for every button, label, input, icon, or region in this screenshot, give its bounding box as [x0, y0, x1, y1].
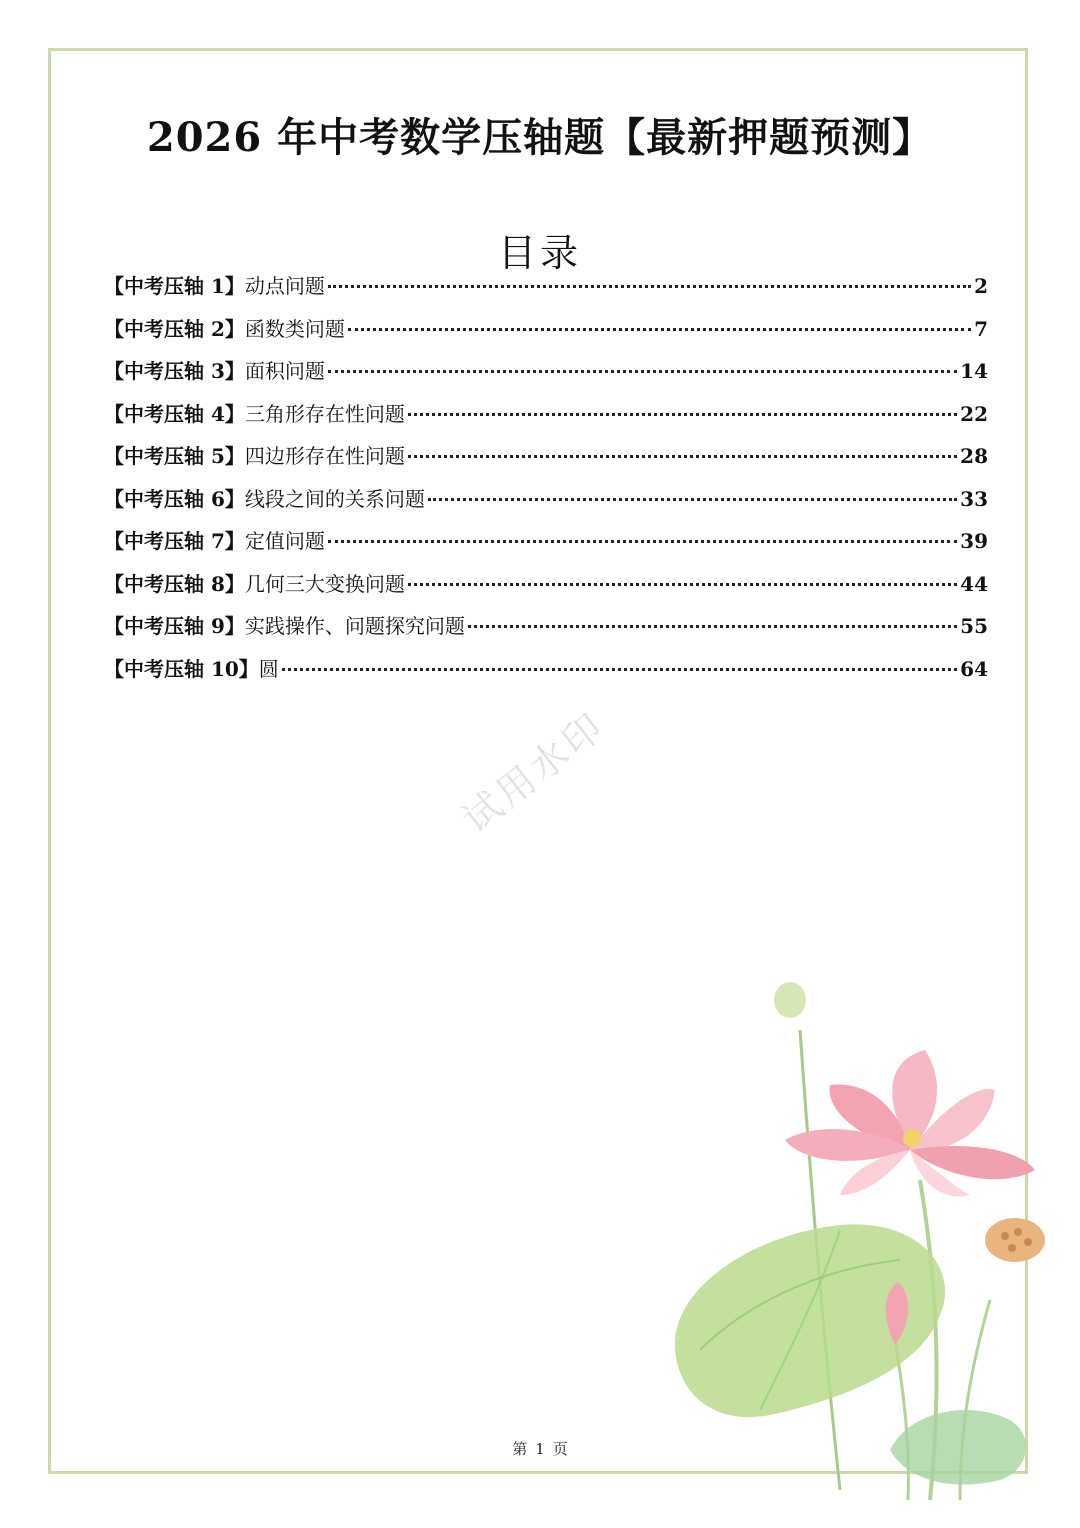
- toc-leader-dots: [328, 370, 957, 373]
- page-footer: [0, 1438, 1080, 1459]
- toc-page-number: 64: [960, 656, 988, 681]
- toc-entry-label: 【中考压轴 6】线段之间的关系问题: [104, 486, 425, 511]
- toc-entry-label: 【中考压轴 10】圆: [104, 656, 279, 681]
- document-title: 2026 年中考数学压轴题【最新押题预测】: [146, 114, 934, 161]
- toc-leader-dots: [282, 668, 957, 671]
- toc-entry-label: 【中考压轴 8】几何三大变换问题: [104, 571, 405, 596]
- toc-leader-dots: [328, 540, 957, 543]
- toc-leader-dots: [408, 583, 957, 586]
- toc-entry-1[interactable]: [104, 270, 988, 313]
- toc-page-number: 2: [974, 274, 988, 298]
- toc-page-number: 44: [960, 571, 988, 596]
- toc-entry-9[interactable]: [104, 610, 988, 653]
- toc-leader-dots: [468, 625, 957, 628]
- toc-page-number: 14: [960, 359, 988, 383]
- toc-page-number: 28: [960, 444, 988, 468]
- toc-entry-label: 【中考压轴 4】三角形存在性问题: [104, 401, 405, 426]
- lotus-flower-icon: [785, 1050, 1035, 1197]
- table-of-contents: [104, 270, 988, 695]
- toc-page-number: 33: [960, 486, 988, 511]
- toc-leader-dots: [408, 413, 957, 416]
- watermark: 试用水印: [454, 703, 614, 842]
- toc-leader-dots: [428, 498, 957, 501]
- toc-leader-dots: [348, 328, 971, 331]
- toc-entry-5[interactable]: [104, 440, 988, 483]
- footer-suffix: 页: [552, 1440, 568, 1458]
- toc-heading: 目录: [497, 231, 582, 275]
- toc-entry-label: 【中考压轴 2】函数类问题: [104, 316, 345, 341]
- toc-entry-10[interactable]: [104, 653, 988, 696]
- toc-entry-label: 【中考压轴 9】实践操作、问题探究问题: [104, 614, 465, 638]
- footer-page-number: 1: [535, 1440, 545, 1458]
- toc-entry-4[interactable]: [104, 398, 988, 441]
- toc-page-number: 39: [960, 529, 988, 553]
- toc-page-number: 55: [960, 614, 988, 638]
- toc-entry-6[interactable]: [104, 483, 988, 526]
- toc-page-number: 22: [960, 401, 988, 426]
- toc-entry-label: 【中考压轴 3】面积问题: [104, 359, 325, 383]
- lotus-illustration: [640, 970, 1080, 1510]
- toc-entry-3[interactable]: [104, 355, 988, 398]
- toc-entry-label: 【中考压轴 5】四边形存在性问题: [104, 444, 405, 468]
- toc-entry-8[interactable]: [104, 568, 988, 611]
- footer-prefix: 第: [512, 1440, 528, 1458]
- toc-entry-label: 【中考压轴 7】定值问题: [104, 529, 325, 553]
- toc-entry-2[interactable]: [104, 313, 988, 356]
- toc-entry-7[interactable]: [104, 525, 988, 568]
- toc-page-number: 7: [974, 316, 988, 341]
- toc-leader-dots: [328, 285, 971, 288]
- toc-entry-label: 【中考压轴 1】动点问题: [104, 274, 325, 298]
- toc-leader-dots: [408, 455, 957, 458]
